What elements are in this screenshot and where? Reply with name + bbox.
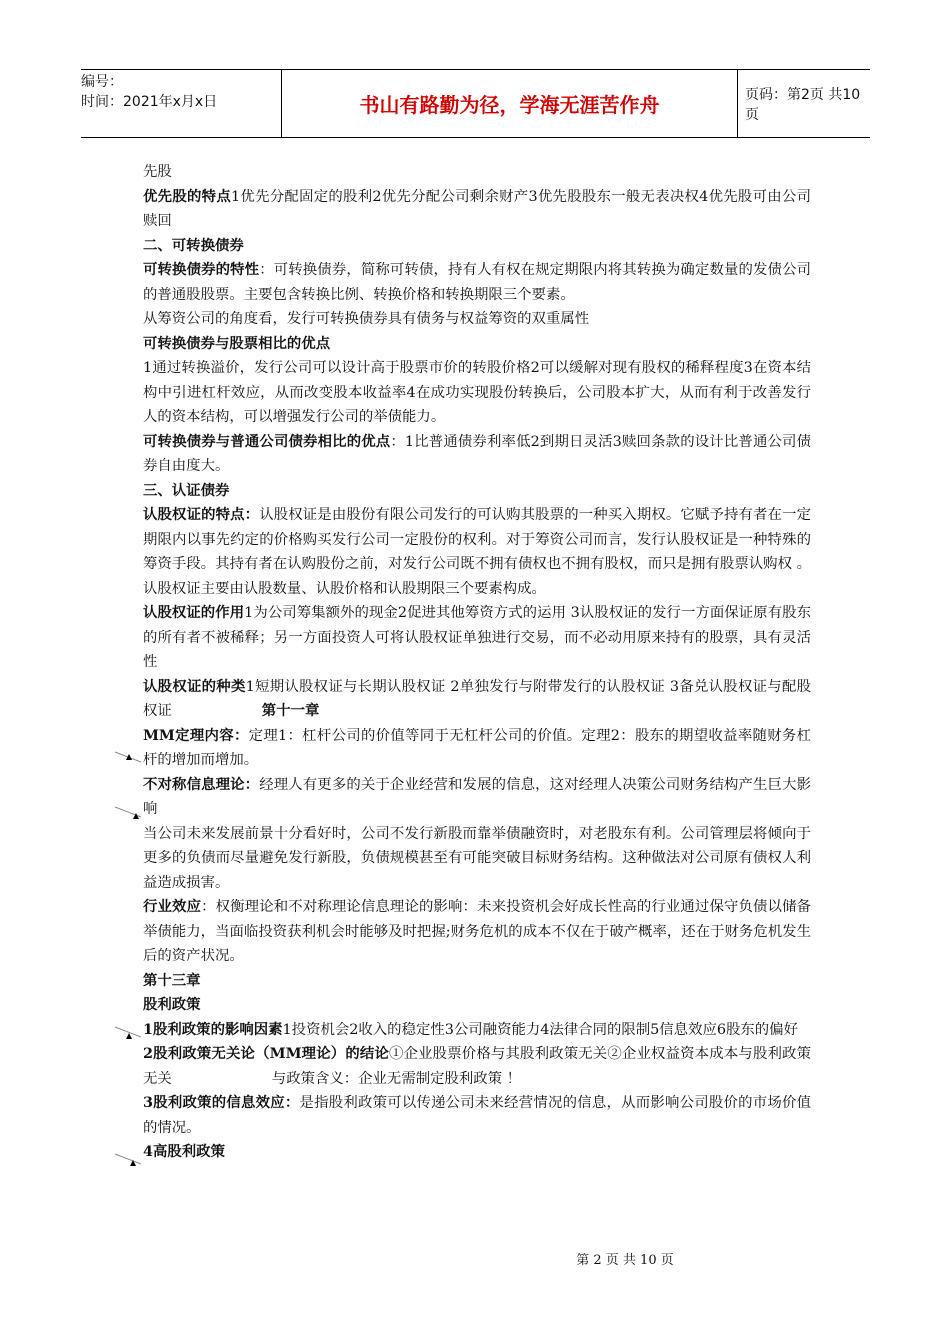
paragraph: 可转换债券与普通公司债券相比的优点：1比普通债券利率低2到期日灵活3赎回条款的设计比普通公司债券自由度大。 xyxy=(143,432,811,474)
chapter-heading: 第十一章 xyxy=(261,702,320,719)
paragraph: MM定理内容：定理1：杠杆公司的价值等同于无杠杆公司的价值。定理2：股东的期望收益率随财务杠杆的增加而增加。 xyxy=(143,726,811,768)
paragraph: 2股利政策无关论（MM理论）的结论①企业股票价格与其股利政策无关②企业权益资本成本与股利政策无关 与政策含义：企业无需制定股利政策 ！ xyxy=(143,1045,811,1087)
paragraph: 行业效应：权衡理论和不对称理论信息理论的影响：未来投资机会好成长性高的行业通过保守负债以储备举债能力，当面临投资获利机会时能够及时把握;财务危机的成本不仅在于破产概率，还在于财务危机发生后的资产状况。 xyxy=(143,898,811,964)
paragraph: 可转换债券的特性：可转换债券，简称可转债，持有人有权在规定期限内将其转换为确定数量的发债公司的普通股股票。主要包含转换比例、转换价格和转换期限三个要素。 xyxy=(143,261,811,303)
comment-anchor-icon xyxy=(113,805,143,825)
section-heading: 二、可转换债券 xyxy=(143,236,244,254)
section-heading: 三、认证债券 xyxy=(143,481,230,499)
term: 认股权证的特点： xyxy=(143,506,260,523)
term: 不对称信息理论： xyxy=(143,775,260,793)
term: 可转换债券的特性 xyxy=(143,261,260,278)
term: 认股权证的作用 xyxy=(143,604,245,621)
paragraph: 认股权证的特点：认股权证是由股份有限公司发行的可认购其股票的一种买入期权。它赋予持有者在一定期限内以事先约定的价格购买发行公司一定股份的权利。对于筹资公司而言，发行认股权证是一种特殊的筹资手段。其持有者在认购股份之前，对发行公司既不拥有债权也不拥有股权，而只是拥有股票认购权 。认股权证主要由认股数量、认股价格和认股期限三个要素构成。 xyxy=(143,506,811,597)
comment-anchor-icon xyxy=(113,750,143,770)
chapter-heading: 第十三章 xyxy=(143,971,201,989)
comment-anchor-icon xyxy=(113,1152,143,1172)
term: 行业效应 xyxy=(143,898,202,915)
paragraph: 1通过转换溢价，发行公司可以设计高于股票市价的转股价格2可以缓解对现有股权的稀释程度3在资本结构中引进杠杆效应，从而改变股本收益率4在成功实现股份转换后，公司股本扩大，从而有利于改善发行人的资本结构，可以增强发行公司的举债能力。 xyxy=(143,360,811,425)
term: 3股利政策的信息效应： xyxy=(143,1094,300,1111)
comment-anchor-icon xyxy=(113,1025,143,1045)
term: 可转换债券与普通公司债券相比的优点 xyxy=(143,432,391,450)
document-body xyxy=(143,160,811,1165)
term: 2股利政策无关论（MM理论）的结论 xyxy=(143,1045,390,1062)
time-label: 时间：2021年x月x日 xyxy=(81,94,218,110)
paragraph: 当公司未来发展前景十分看好时，公司不发行新股而靠举债融资时，对老股东有利。公司管理层将倾向于更多的负债而尽量避免发行新股，负债规模甚至有可能突破目标财务结构。这种做法对公司原有债权人利益造成损害。 xyxy=(143,825,811,891)
paragraph: 先股 xyxy=(143,164,172,180)
number-label: 编号： xyxy=(81,74,123,90)
section-heading: 股利政策 xyxy=(143,996,201,1013)
page-header xyxy=(81,69,870,138)
paragraph: 1股利政策的影响因素1投资机会2收入的稳定性3公司融资能力4法律合同的限制5信息效应6股东的偏好 xyxy=(143,1020,798,1038)
page-footer: 第 2 页 共 10 页 xyxy=(576,1253,674,1268)
subheading: 可转换债券与股票相比的优点 xyxy=(143,334,331,352)
header-meta xyxy=(81,70,281,139)
paragraph: 优先股的特点1优先分配固定的股利2优先分配公司剩余财产3优先股股东一般无表决权4优先股可由公司赎回 xyxy=(143,187,811,229)
paragraph: 认股权证的种类1短期认股权证与长期认股权证 2单独发行与附带发行的认股权证 3备兑认股权证与配股权证 第十一章 xyxy=(143,677,811,719)
header-motto: 书山有路勤为径，学海无涯苦作舟 xyxy=(281,70,738,137)
term: 认股权证的种类 xyxy=(143,677,246,695)
paragraph: 3股利政策的信息效应：是指股利政策可以传递公司未来经营情况的信息，从而影响公司股价的市场价值的情况。 xyxy=(143,1094,811,1136)
subheading: 4高股利政策 xyxy=(143,1143,225,1160)
header-page-label: 页码：第2页 共10页 xyxy=(745,86,861,123)
paragraph: 从筹资公司的角度看，发行可转换债券具有债务与权益筹资的双重属性 xyxy=(143,311,590,327)
paragraph: 不对称信息理论：经理人有更多的关于企业经营和发展的信息，这对经理人决策公司财务结构产生巨大影响 xyxy=(143,775,811,817)
term: MM定理内容： xyxy=(143,726,249,744)
term: 优先股的特点 xyxy=(143,187,231,205)
term: 1股利政策的影响因素 xyxy=(143,1020,283,1038)
paragraph: 认股权证的作用1为公司筹集额外的现金2促进其他筹资方式的运用 3认股权证的发行一方面保证原有股东的所有者不被稀释；另一方面投资人可将认股权证单独进行交易，而不必动用原来持有的股票，具有灵活性 xyxy=(143,604,811,670)
